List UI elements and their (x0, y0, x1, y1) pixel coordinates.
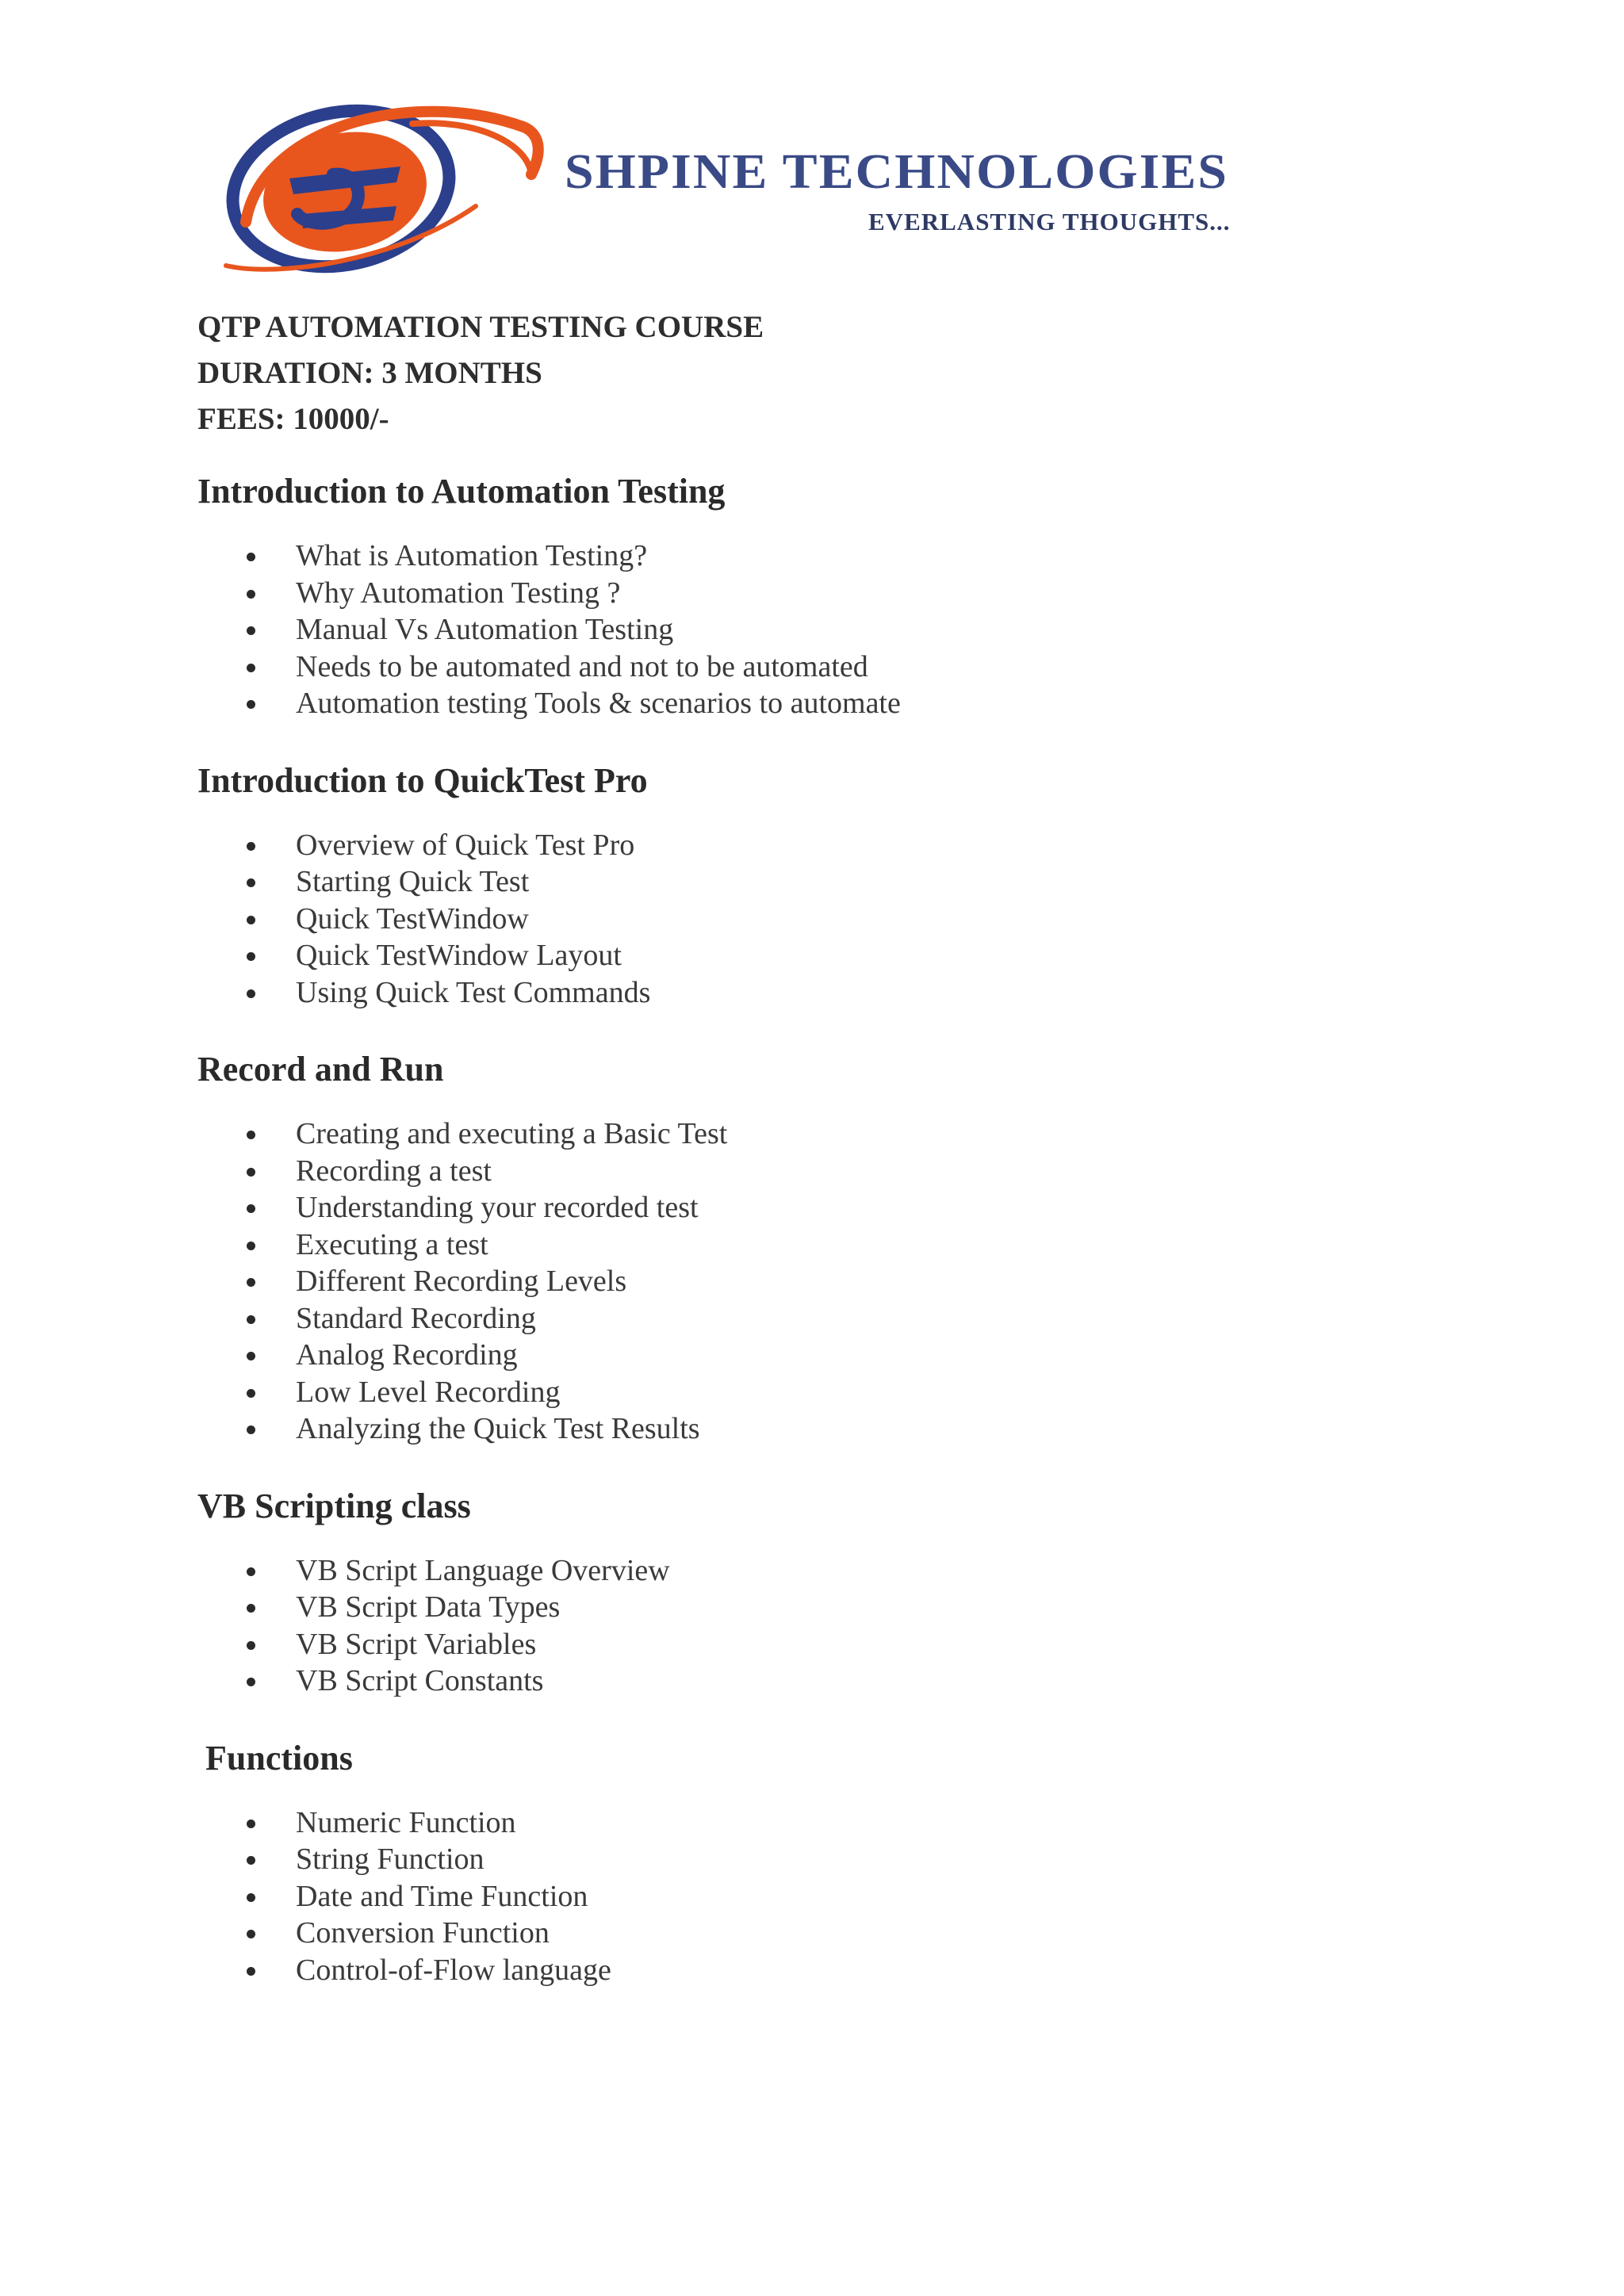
list-item-text: Analog Recording (296, 1338, 518, 1372)
list-item (197, 611, 1545, 649)
bullet-icon (247, 916, 255, 924)
list-item-text: Recording a test (296, 1154, 492, 1188)
bullet-icon (247, 1389, 255, 1398)
bullet-icon (247, 878, 255, 887)
list-item-text: Executing a test (296, 1227, 488, 1261)
bullet-icon (247, 1641, 255, 1650)
syllabus (197, 468, 1545, 1988)
bullet-icon (247, 1678, 255, 1686)
list-item (197, 1226, 1545, 1264)
bullet-icon (247, 664, 255, 672)
section-title: Functions (205, 1738, 353, 1777)
course-duration: DURATION: 3 MONTHS (197, 356, 542, 390)
list-item (197, 1952, 1545, 1989)
list-item-text: Starting Quick Test (296, 865, 530, 898)
list-item-text: VB Script Language Overview (296, 1553, 670, 1587)
bullet-icon (247, 553, 255, 561)
list-item (197, 575, 1545, 612)
bullet-icon (247, 952, 255, 961)
bullet-icon (247, 626, 255, 635)
topic-list (197, 538, 1545, 722)
list-item (197, 827, 1545, 864)
list-item-text: Quick TestWindow (296, 901, 529, 936)
list-item (197, 1804, 1545, 1842)
list-item (197, 1878, 1545, 1915)
section-title: Introduction to QuickTest Pro (197, 760, 648, 800)
list-item (197, 863, 1545, 901)
section-record-and-run (197, 1046, 1545, 1448)
bullet-icon (247, 1315, 255, 1324)
list-item-text: VB Script Variables (296, 1627, 537, 1661)
bullet-icon (247, 1242, 255, 1250)
list-item (197, 937, 1545, 974)
list-item-text: Numeric Function (296, 1805, 516, 1839)
list-item (197, 1189, 1545, 1226)
list-item (197, 1841, 1545, 1878)
list-item-text: Different Recording Levels (296, 1265, 627, 1298)
bullet-icon (247, 1204, 255, 1213)
topic-list (197, 1804, 1545, 1989)
list-item-text: Low Level Recording (296, 1375, 561, 1409)
list-item (197, 685, 1545, 722)
list-item-text: VB Script Data Types (296, 1590, 561, 1624)
course-fees: FEES: 10000/- (197, 402, 389, 436)
bullet-icon (247, 1168, 255, 1177)
bullet-icon (247, 1425, 255, 1434)
bullet-icon (247, 989, 255, 998)
bullet-icon (247, 1604, 255, 1613)
bullet-icon (247, 1893, 255, 1902)
section-title: VB Scripting class (197, 1486, 471, 1525)
list-item (197, 538, 1545, 575)
list-item (197, 1115, 1545, 1153)
section-functions (197, 1735, 1545, 1989)
course-title: QTP AUTOMATION TESTING COURSE (197, 310, 764, 344)
bullet-icon (247, 1967, 255, 1976)
bullet-icon (247, 842, 255, 851)
list-item (197, 1663, 1545, 1700)
course-info (197, 304, 764, 442)
bullet-icon (247, 1856, 255, 1865)
list-item (197, 649, 1545, 686)
list-item-text: VB Script Constants (296, 1664, 544, 1697)
list-item-text: Needs to be automated and not to be automated (296, 649, 868, 683)
bullet-icon (247, 590, 255, 599)
list-item-text: Overview of Quick Test Pro (296, 828, 635, 862)
list-item-text: Control-of-Flow language (296, 1953, 611, 1987)
list-item-text: Automation testing Tools & scenarios to automate (296, 687, 901, 720)
section-title: Record and Run (197, 1050, 444, 1089)
list-item-text: Standard Recording (296, 1301, 536, 1335)
section-vb-scripting (197, 1483, 1545, 1700)
list-item (197, 1589, 1545, 1626)
company-tagline: EVERLASTING THOUGHTS... (868, 208, 1231, 235)
list-item-text: Analyzing the Quick Test Results (296, 1412, 700, 1445)
bullet-icon (247, 1567, 255, 1576)
list-item-text: Creating and executing a Basic Test (296, 1117, 728, 1150)
swoosh-logo-icon (214, 95, 555, 285)
topic-list (197, 1552, 1545, 1700)
list-item (197, 1626, 1545, 1663)
list-item (197, 1300, 1545, 1337)
list-item-text: Manual Vs Automation Testing (296, 613, 674, 646)
section-title: Introduction to Automation Testing (197, 472, 726, 511)
list-item (197, 1337, 1545, 1374)
list-item-text: Date and Time Function (296, 1879, 588, 1913)
section-intro-quicktest-pro (197, 757, 1545, 1012)
bullet-icon (247, 1820, 255, 1828)
list-item (197, 974, 1545, 1012)
list-item (197, 1263, 1545, 1300)
bullet-icon (247, 1352, 255, 1360)
list-item (197, 901, 1545, 938)
list-item-text: Conversion Function (296, 1916, 550, 1950)
list-item-text: String Function (296, 1843, 485, 1876)
list-item (197, 1410, 1545, 1448)
topic-list (197, 827, 1545, 1012)
list-item-text: What is Automation Testing? (296, 539, 648, 572)
company-name: SHPINE TECHNOLOGIES (565, 145, 1229, 199)
topic-list (197, 1115, 1545, 1448)
list-item (197, 1374, 1545, 1411)
section-intro-automation (197, 468, 1545, 722)
bullet-icon (247, 1930, 255, 1938)
list-item-text: Quick TestWindow Layout (296, 939, 622, 972)
list-item-text: Why Automation Testing ? (296, 576, 621, 610)
list-item-text: Using Quick Test Commands (296, 975, 651, 1009)
bullet-icon (247, 1131, 255, 1139)
list-item (197, 1153, 1545, 1190)
bullet-icon (247, 700, 255, 709)
list-item-text: Understanding your recorded test (296, 1191, 699, 1224)
bullet-icon (247, 1278, 255, 1287)
list-item (197, 1552, 1545, 1590)
list-item (197, 1915, 1545, 1952)
letterhead (214, 95, 1324, 285)
